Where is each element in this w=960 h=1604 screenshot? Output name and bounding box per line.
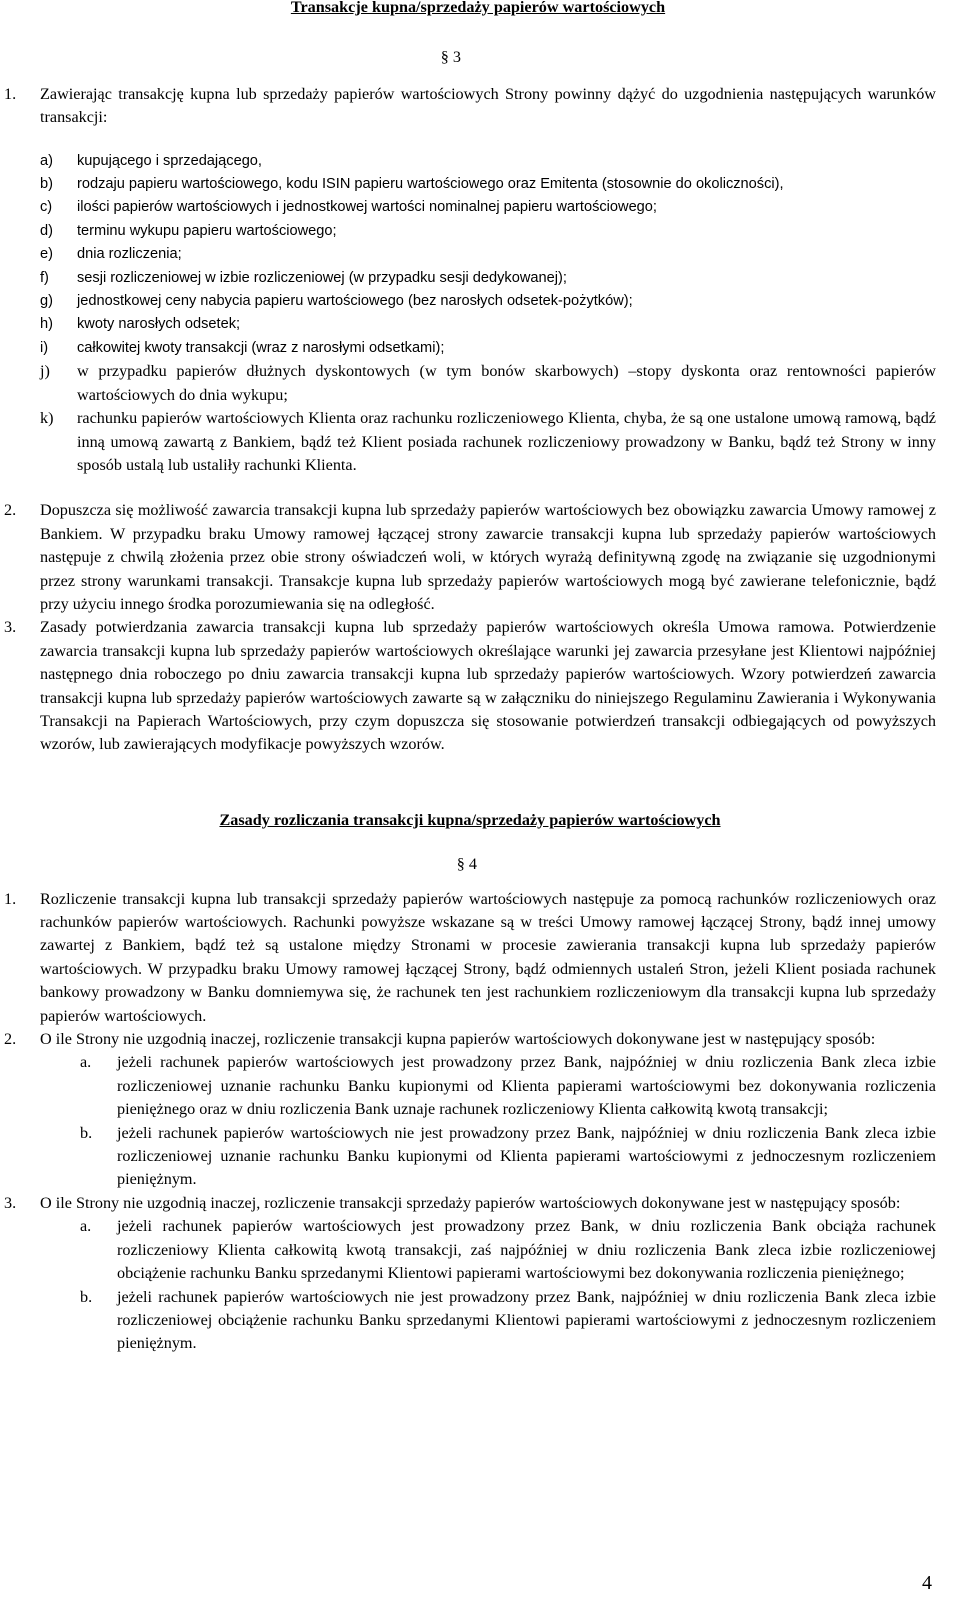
list-item: c) ilości papierów wartościowych i jednostkowej wartości nominalnej papieru wartościowego; [40,199,657,216]
paragraph-text: Zasady potwierdzania zawarcia transakcji kupna lub sprzedaży papierów wartościowych określa Umowa ramowa. Potwierdzenie zawarcia transakcji kupna lub sprzedaży papierów wartościowych określające warunki jej zawarcia przesyłane jest Klientowi najpóźniej następnego dnia roboczego po dniu zawarcia transakcji kupna lub sprzedaży papierów wartościowych. Wzory potwierdzeń zawarcia transakcji kupna lub sprzedaży papierów wartościowych zawarte są w załączniku do niniejszego Regulaminu Zawierania i Wykonywania Transakcji na Papierach Wartościowych, przy czym dopuszcza się stosowanie potwierdzeń transakcji odbiegających od powyższych wzorów, lub zawierających modyfikacje powyższych wzorów. [40,618,936,754]
section4-paragraph-1 [4,888,936,1028]
list-item: e) dnia rozliczenia; [40,246,182,263]
list-item: k) rachunku papierów wartościowych Klienta oraz rachunku rozliczeniowego Klienta, chyba, że są one ustalone umową ramową, bądź inną umową zawartą z Bankiem, bądź też Klient posiada rachunek rozliczeniowy prowadzony w Banku, bądź też Strony w inny sposób ustalą lub ustaliły rachunki Klienta. [40,409,936,474]
section3-paragraph-1 [4,83,936,130]
list-item: h) kwoty narosłych odsetek; [40,316,241,333]
paragraph-number: 3. [4,1193,17,1212]
list-item: f) sesji rozliczeniowej w izbie rozliczeniowej (w przypadku sesji dedykowanej); [40,269,567,286]
paragraph-number: 2. [4,501,17,520]
paragraph-number: 3. [4,618,17,637]
section3-paragraph-3 [4,616,936,756]
document-page [4,0,936,1356]
paragraph-text: O ile Strony nie uzgodnią inaczej, rozliczenie transakcji kupna papierów wartościowych dokonywane jest w następujący sposób: [40,1030,876,1049]
section4-number: § 4 [456,855,477,874]
list-item: b) rodzaju papieru wartościowego, kodu ISIN papieru wartościowego oraz Emitenta (stosownie do okoliczności), [40,176,784,193]
section3-conditions-list [40,150,936,478]
section4-heading: Zasady rozliczania transakcji kupna/sprzedaży papierów wartościowych [219,810,721,829]
list-item: d) terminu wykupu papieru wartościowego; [40,222,337,239]
list-item: b. jeżeli rachunek papierów wartościowych nie jest prowadzony przez Bank, najpóźniej w dniu rozliczenia Bank zleca izbie rozliczeniowej obciążenie rachunku Banku sprzedanymi Klientowi papierami wartościowymi z jednoczesnym rozliczeniem pieniężnym. [80,1287,936,1353]
section4-paragraph-2 [4,1028,936,1051]
list-item: g) jednostkowej ceny nabycia papieru wartościowego (bez narosłych odsetek-pożytków); [40,293,633,310]
list-item: b. jeżeli rachunek papierów wartościowych nie jest prowadzony przez Bank, najpóźniej w dniu rozliczenia Bank zleca izbie rozliczeniowej uznanie rachunku Banku kupionymi od Klienta papierami wartościowymi z jednoczesnym rozliczeniem pieniężnym. [80,1123,936,1189]
paragraph-text: O ile Strony nie uzgodnią inaczej, rozliczenie transakcji sprzedaży papierów wartościowych dokonywane jest w następujący sposób: [40,1193,901,1212]
section3-paragraph-2 [4,499,936,616]
list-item: a. jeżeli rachunek papierów wartościowych jest prowadzony przez Bank, najpóźniej w dniu rozliczenia Bank zleca izbie rozliczeniowej uznanie rachunku Banku kupionymi od Klienta papierami wartościowymi bez dokonywania rozliczenia pieniężnego oraz w dniu rozliczenia Bank uznaje rachunek rozliczeniowy Klienta całkowitą kwotą transakcji; [80,1053,936,1119]
section3-number: § 3 [440,48,461,67]
list-item: j) w przypadku papierów dłużnych dyskontowych (w tym bonów skarbowych) –stopy dyskonta oraz rentowności papierów wartościowych do dnia wykupu; [40,362,936,404]
section4-p3-list [40,1215,936,1355]
list-item: a) kupującego i sprzedającego, [40,152,262,169]
list-item: i) całkowitej kwoty transakcji (wraz z narosłymi odsetkami); [40,339,445,356]
paragraph-text: Dopuszcza się możliwość zawarcia transakcji kupna lub sprzedaży papierów wartościowych bez obowiązku zawarcia Umowy ramowej z Bankiem. W przypadku braku Umowy ramowej łączącej strony zawarcie transakcji kupna lub sprzedaży papierów wartościowych następuje z chwilą złożenia przez obie strony oświadczeń woli, w których wyrażą definitywną zgodę na związanie się uzgodnionymi przez strony warunkami transakcji. Transakcje kupna lub sprzedaży papierów wartościowych mogą być zawierane telefonicznie, bądź przy użyciu innego środka porozumiewania się na odległość. [40,501,936,613]
paragraph-text: Rozliczenie transakcji kupna lub transakcji sprzedaży papierów wartościowych następuje za pomocą rachunków rozliczeniowych oraz rachunków papierów wartościowych. Rachunki powyższe wskazane są w treści Umowy ramowej łączącej Strony, bądź innej umowy zawartej z Bankiem, bądź też są ustalone między Stronami w procesie zawierania transakcji kupna lub sprzedaży papierów wartościowych. W przypadku braku Umowy ramowej łączącej Strony, bądź odmiennych ustaleń Stron, jeżeli Klient posiada rachunek bankowy prowadzony w Banku domniemywa się, że rachunek ten jest rachunkiem rozliczeniowym dla transakcji kupna lub sprzedaży papierów wartościowych. [40,889,936,1025]
section4-p2-list [40,1051,936,1191]
paragraph-number: 1. [4,84,17,103]
list-item: a. jeżeli rachunek papierów wartościowych jest prowadzony przez Bank, w dniu rozliczenia Bank obciąża rachunek rozliczeniowy Klienta całkowitą kwotą transakcji, zaś najpóźniej w dniu rozliczenia Bank zleca izbie rozliczeniowej obciążenie rachunku Banku sprzedanymi Klientowi papierami wartościowymi bez dokonywania rozliczenia pieniężnego; [80,1217,936,1283]
section3-heading: Transakcje kupna/sprzedaży papierów wartościowych [290,0,666,16]
page-number: 4 [922,1572,932,1594]
paragraph-number: 1. [4,889,17,908]
section4-paragraph-3 [4,1192,936,1215]
paragraph-text: Zawierając transakcję kupna lub sprzedaży papierów wartościowych Strony powinny dążyć do uzgodnienia następujących warunków transakcji: [40,84,936,127]
paragraph-number: 2. [4,1030,17,1049]
